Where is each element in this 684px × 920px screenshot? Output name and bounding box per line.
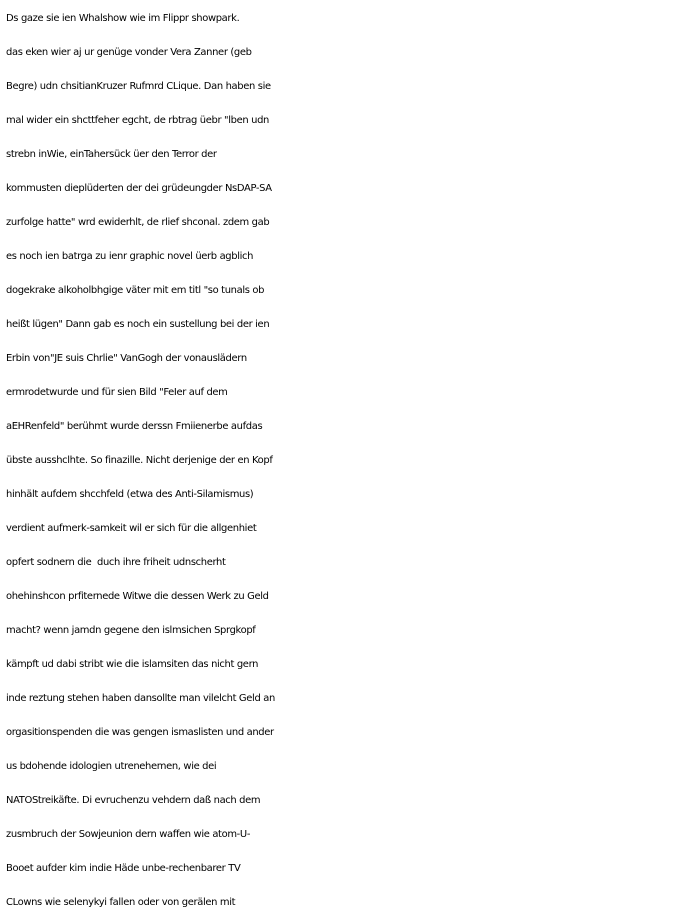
text-line: aEHRenfeld" berühmt wurde derssn Fmiienerbe aufdas: [6, 421, 263, 432]
text-line: macht? wenn jamdn gegene den islmsichen Sprgkopf: [6, 625, 256, 636]
text-line: zusmbruch der Sowjeunion dern waffen wie atom-U-: [6, 829, 251, 840]
text-line: ermrodetwurde und für sien Bild "FeIer auf dem: [6, 387, 228, 398]
text-line: strebn inWie, einTahersück üer den Terror der: [6, 149, 217, 160]
text-line: opfert sodnern die duch ihre friheit udnscherht: [6, 557, 226, 568]
text-line: es noch ien batrga zu ienr graphic novel üerb agblich: [6, 251, 254, 262]
text-line: hinhält aufdem shcchfeld (etwa des Anti-Silamismus): [6, 489, 254, 500]
text-line: Begre) udn chsitianKruzer Rufmrd CLique. Dan haben sie: [6, 81, 271, 92]
text-line: us bdohende idologien utrenehemen, wie dei: [6, 761, 217, 772]
text-line: das eken wier aj ur genüge vonder Vera Zanner (geb: [6, 47, 252, 58]
text-line: kämpft ud dabi stribt wie die islamsiten das nicht gern: [6, 659, 259, 670]
text-line: verdient aufmerk-samkeit wil er sich für die allgenhiet: [6, 523, 257, 534]
text-line: NATOStreikäfte. Di evruchenzu vehdern daß nach dem: [6, 795, 261, 806]
text-line: kommusten dieplüderten der dei grüdeungder NsDAP-SA: [6, 183, 272, 194]
text-line: orgasitionspenden die was gengen ismaslisten und ander: [6, 727, 274, 738]
text-line: ohehinshcon prfiternede Witwe die dessen Werk zu Geld: [6, 591, 269, 602]
document-text: [6, 2, 682, 920]
text-line: heißt lügen" Dann gab es noch ein sustellung bei der ien: [6, 319, 270, 330]
text-line: zurfolge hatte" wrd ewiderhlt, de rlief shconal. zdem gab: [6, 217, 270, 228]
text-line: inde reztung stehen haben dansollte man vilelcht Geld an: [6, 693, 275, 704]
text-line: mal wider ein shcttfeher egcht, de rbtrag üebr "lben udn: [6, 115, 269, 126]
text-line: CLowns wie selenykyi fallen oder von gerälen mit: [6, 897, 236, 908]
text-line: Ds gaze sie ien Whalshow wie im Flippr showpark.: [6, 13, 240, 24]
text-line: dogekrake alkoholbhgige väter mit em titl "so tunals ob: [6, 285, 265, 296]
text-line: Booet aufder kim indie Häde unbe-rechenbarer TV: [6, 863, 241, 874]
text-line: übste ausshclhte. So finazille. Nicht derjenige der en Kopf: [6, 455, 273, 466]
text-line: Erbin von"JE suis Chrlie" VanGogh der vonauslädern: [6, 353, 247, 364]
